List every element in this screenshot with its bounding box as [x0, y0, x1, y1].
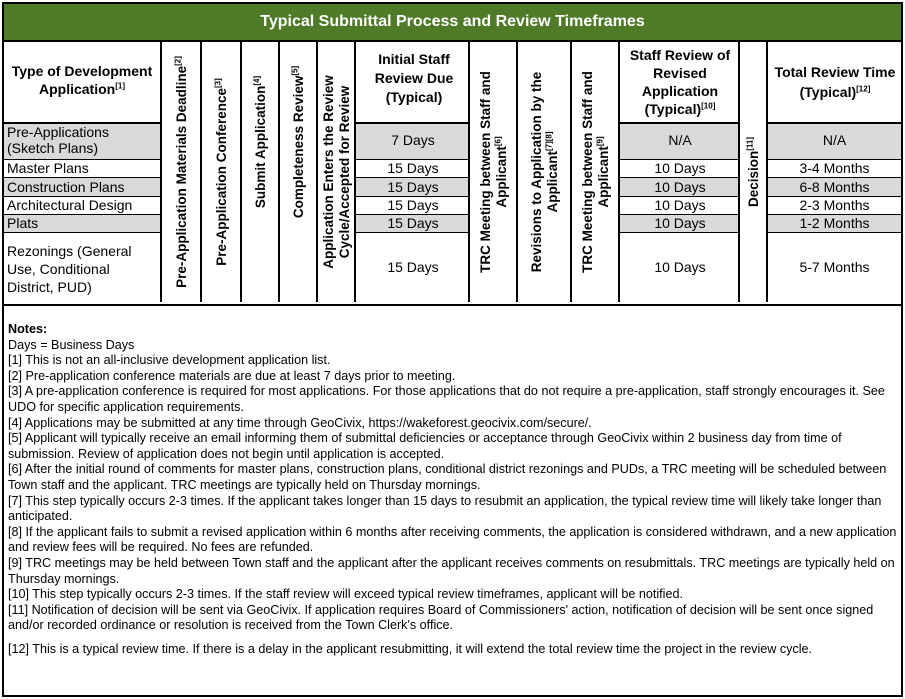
header-trc2-ref: [9]	[595, 136, 605, 147]
header-trc-meeting-1	[470, 42, 518, 302]
header-enters-review-cycle	[318, 42, 356, 302]
row-initial: 15 Days	[387, 197, 439, 213]
row-revised: 10 Days	[654, 160, 706, 176]
header-decision-label: Decision	[746, 150, 761, 208]
header-total-ref: [12]	[856, 84, 871, 94]
row-total: 2-3 Months	[799, 197, 870, 213]
row-divider	[356, 177, 470, 178]
header-pre-app-conference	[202, 42, 242, 302]
note-item: [6] After the initial round of comments for master plans, construction plans, conditional district rezonings and PUDs, a TRC meeting will be scheduled between Town staff and the applicant. TRC meetings are typically held on Thursday mornings.	[8, 462, 887, 492]
header-type	[4, 62, 160, 98]
row-type: Master Plans	[7, 160, 89, 176]
note-item: [11] Notification of decision will be sent via GeoCivix. If application requires Board of Commissioners' action, notification of decision will be sent once signed and/or recorded ordinance or resolution is received from the Town Clerk's office.	[8, 602, 874, 633]
header-trc1-line1: TRC Meeting between Staff and	[478, 71, 493, 273]
row-type: Rezonings (General Use, Conditional District, PUD)	[7, 243, 132, 295]
header-trc1-line2: Applicant	[494, 146, 509, 208]
header-total-review-time	[772, 62, 898, 102]
header-decision	[740, 42, 768, 302]
row-initial: 15 Days	[387, 160, 439, 176]
note-item: [9] TRC meetings may be held between Town staff and the applicant after the applicant receives comments on resubmittals. TRC meetings are typically held on Thursday mornings.	[8, 555, 895, 586]
header-submit-application	[242, 42, 280, 242]
header-initial-review	[366, 50, 462, 107]
row-divider	[4, 232, 162, 233]
header-pre-app-deadline-ref: [2]	[173, 56, 183, 66]
header-initial-review-label: Initial Staff Review Due (Typical)	[374, 51, 454, 105]
document-title: Typical Submittal Process and Review Timeframes	[4, 4, 901, 42]
row-type: Construction Plans	[7, 179, 125, 195]
header-total-label: Total Review Time (Typical)	[774, 64, 896, 100]
row-total: 6-8 Months	[799, 179, 870, 195]
row-revised: 10 Days	[654, 215, 706, 231]
row-total: 1-2 Months	[799, 215, 870, 231]
document-frame	[2, 2, 903, 697]
row-total: 5-7 Months	[799, 259, 870, 275]
header-completeness-label: Completeness Review	[291, 75, 306, 219]
header-type-label: Type of Development Application	[11, 63, 153, 97]
header-trc1-ref: [6]	[493, 136, 503, 147]
row-divider	[356, 232, 470, 233]
row-revised: 10 Days	[654, 259, 706, 275]
header-revisions-ref: [7][8]	[544, 131, 554, 152]
note-item: [7] This step typically occurs 2-3 times. If the applicant takes longer than 15 days to resubmit an application, the typical review time will likely take longer than anticipated.	[8, 493, 882, 524]
note-item: [12] This is a typical review time. If there is a delay in the applicant resubmitting, it will extend the total review time the project in the review cycle.	[8, 641, 813, 656]
note-item: [5] Applicant will typically receive an email informing them of submittal deficiencies or acceptance through GeoCivix within 2 business day from time of submission. Review of application does not begin until application is accepted.	[8, 431, 842, 461]
header-revisions	[518, 42, 572, 302]
header-divider-initial	[356, 122, 470, 124]
header-pre-app-deadline	[162, 42, 202, 302]
row-revised: 10 Days	[654, 197, 706, 213]
notes-days-definition: Days = Business Days	[8, 337, 135, 352]
row-initial: 7 Days	[391, 132, 435, 148]
row-initial: 15 Days	[387, 215, 439, 231]
header-enters-line1: Application Enters the Review	[321, 75, 336, 269]
row-total: 3-4 Months	[799, 160, 870, 176]
note-item: [1] This is not an all-inclusive development application list.	[8, 353, 331, 368]
row-divider	[4, 177, 162, 178]
header-trc2-line2: Applicant	[596, 146, 611, 208]
header-submit-label: Submit Application	[253, 85, 268, 209]
header-divider-revised	[620, 122, 740, 124]
header-revisions-line2: Applicant	[545, 151, 560, 213]
header-completeness-ref: [5]	[290, 65, 300, 76]
row-type: Pre-Applications (Sketch Plans)	[7, 124, 109, 156]
row-initial: 15 Days	[387, 179, 439, 195]
row-divider	[768, 232, 901, 233]
header-revisions-line1: Revisions to Application by the	[529, 71, 544, 273]
header-type-ref: [1]	[115, 81, 125, 91]
note-item: [2] Pre-application conference materials are due at least 7 days prior to meeting.	[8, 368, 456, 383]
header-revised-review-label: Staff Review of Revised Application (Typical)	[629, 47, 731, 117]
header-divider-total	[768, 122, 901, 124]
row-divider	[768, 177, 901, 178]
note-item: [4] Applications may be submitted at any time through GeoCivix, https://wakeforest.geocivix.com/secure/.	[8, 415, 592, 430]
row-type: Architectural Design	[7, 197, 133, 213]
row-revised: N/A	[668, 132, 692, 148]
header-trc2-line1: TRC Meeting between Staff and	[580, 71, 595, 273]
header-revised-review-ref: [10]	[701, 101, 716, 111]
row-divider	[620, 177, 740, 178]
row-divider	[620, 232, 740, 233]
note-item: [3] A pre-application conference is required for most applications. For those applications that do not require a pre-application, staff strongly encourages it. See UDO for specific application requirements.	[8, 384, 885, 414]
header-pre-app-deadline-label: Pre-Application Materials Deadline	[174, 65, 189, 288]
row-initial: 15 Days	[387, 259, 439, 275]
header-trc-meeting-2	[572, 42, 620, 302]
header-completeness-review	[280, 42, 318, 242]
note-item: [8] If the applicant fails to submit a revised application within 6 months after receiving comments, the application is considered withdrawn, and a new application and review fees will be required. No fees are refunded.	[8, 524, 897, 555]
header-decision-ref: [11]	[745, 136, 755, 151]
header-pre-app-conference-label: Pre-Application Conference	[214, 88, 229, 266]
notes-section	[4, 304, 901, 697]
notes-heading: Notes:	[8, 322, 48, 336]
row-revised: 10 Days	[654, 179, 706, 195]
header-enters-line2: Cycle/Accepted for Review	[337, 85, 352, 259]
row-total: N/A	[822, 132, 847, 148]
header-revised-review	[624, 46, 736, 118]
note-item: [10] This step typically occurs 2-3 times. If the staff review will exceed typical review timeframes, applicant will be notified.	[8, 587, 683, 602]
row-type: Plats	[7, 215, 39, 231]
header-submit-ref: [4]	[252, 75, 262, 86]
header-pre-app-conference-ref: [3]	[213, 78, 223, 88]
